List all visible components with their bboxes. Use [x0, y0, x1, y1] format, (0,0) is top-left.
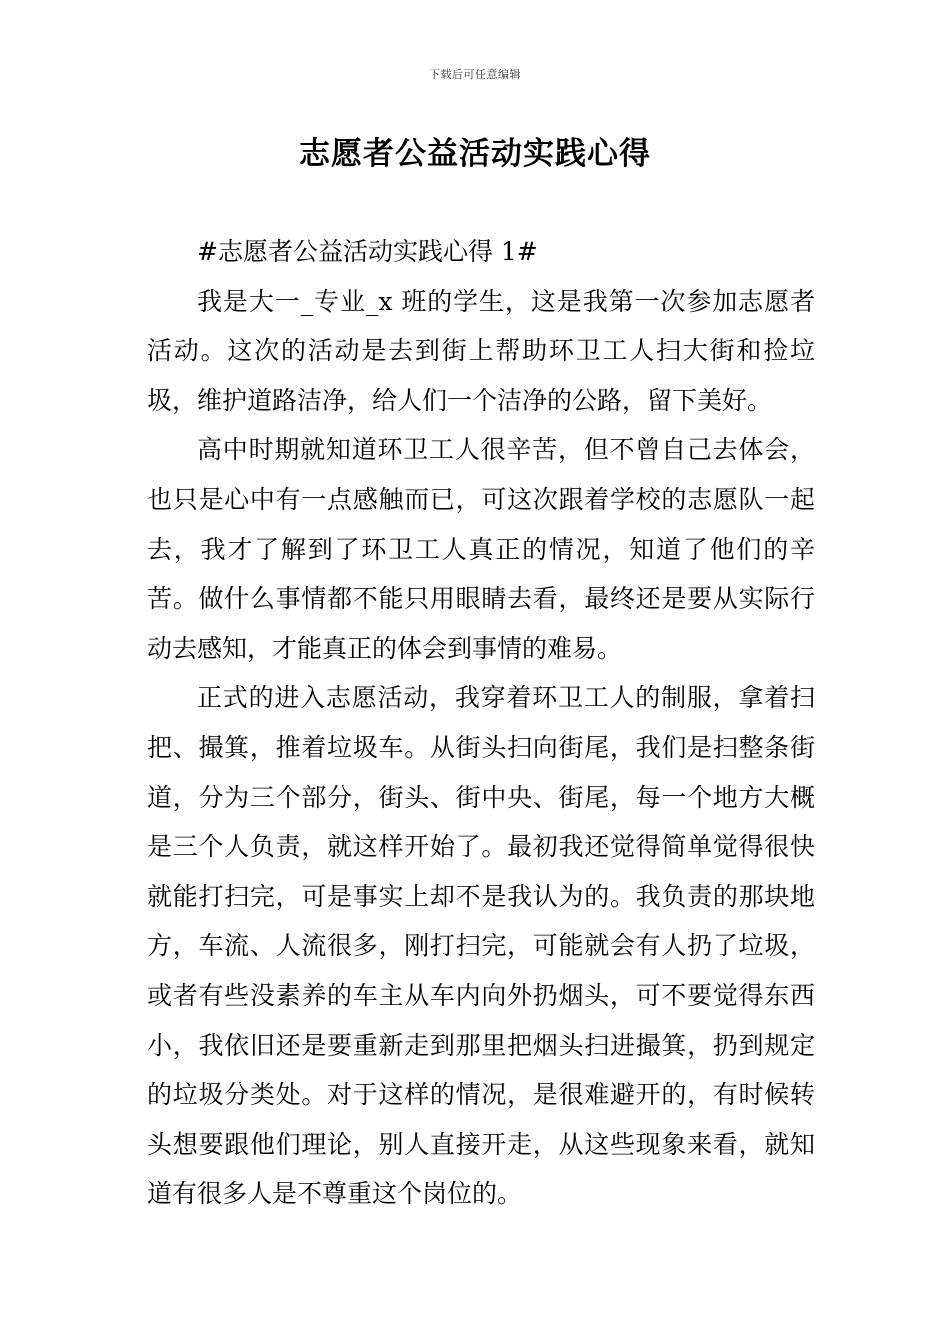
- paragraph-3: 正式的进入志愿活动，我穿着环卫工人的制服，拿着扫把、撮箕，推着垃圾车。从街头扫向街尾，我们是扫整条街道，分为三个部分，街头、街中央、街尾，每一个地方大概是三个人负责，就这样开始了。最初我还觉得简单觉得很快就能打扫完，可是事实上却不是我认为的。我负责的那块地方，车流、人流很多，刚打扫完，可能就会有人扔了垃圾，或者有些没素养的车主从车内向外扔烟头，可不要觉得东西小，我依旧还是要重新走到那里把烟头扫进撮箕，扔到规定的垃圾分类处。对于这样的情况，是很难避开的，有时候转头想要跟他们理论，别人直接开走，从这些现象来看，就知道有很多人是不尊重这个岗位的。: [147, 683, 815, 1209]
- document-title: 志愿者公益活动实践心得: [299, 136, 651, 172]
- paragraph-2: 高中时期就知道环卫工人很辛苦，但不曾自己去体会，也只是心中有一点感触而已，可这次跟着学校的志愿队一起去，我才了解到了环卫工人真正的情况，知道了他们的辛苦。做什么事情都不能只用眼睛去看，最终还是要从实际行动去感知，才能真正的体会到事情的难易。: [147, 435, 815, 663]
- document-body: [147, 227, 815, 1219]
- header-note: 下载后可任意编辑: [429, 68, 521, 81]
- paragraph-1: 我是大一_专业_x 班的学生，这是我第一次参加志愿者活动。这次的活动是去到街上帮助环卫工人扫大街和捡垃圾，维护道路洁净，给人们一个洁净的公路，留下美好。: [147, 286, 815, 415]
- section-heading: #志愿者公益活动实践心得 1#: [197, 237, 538, 266]
